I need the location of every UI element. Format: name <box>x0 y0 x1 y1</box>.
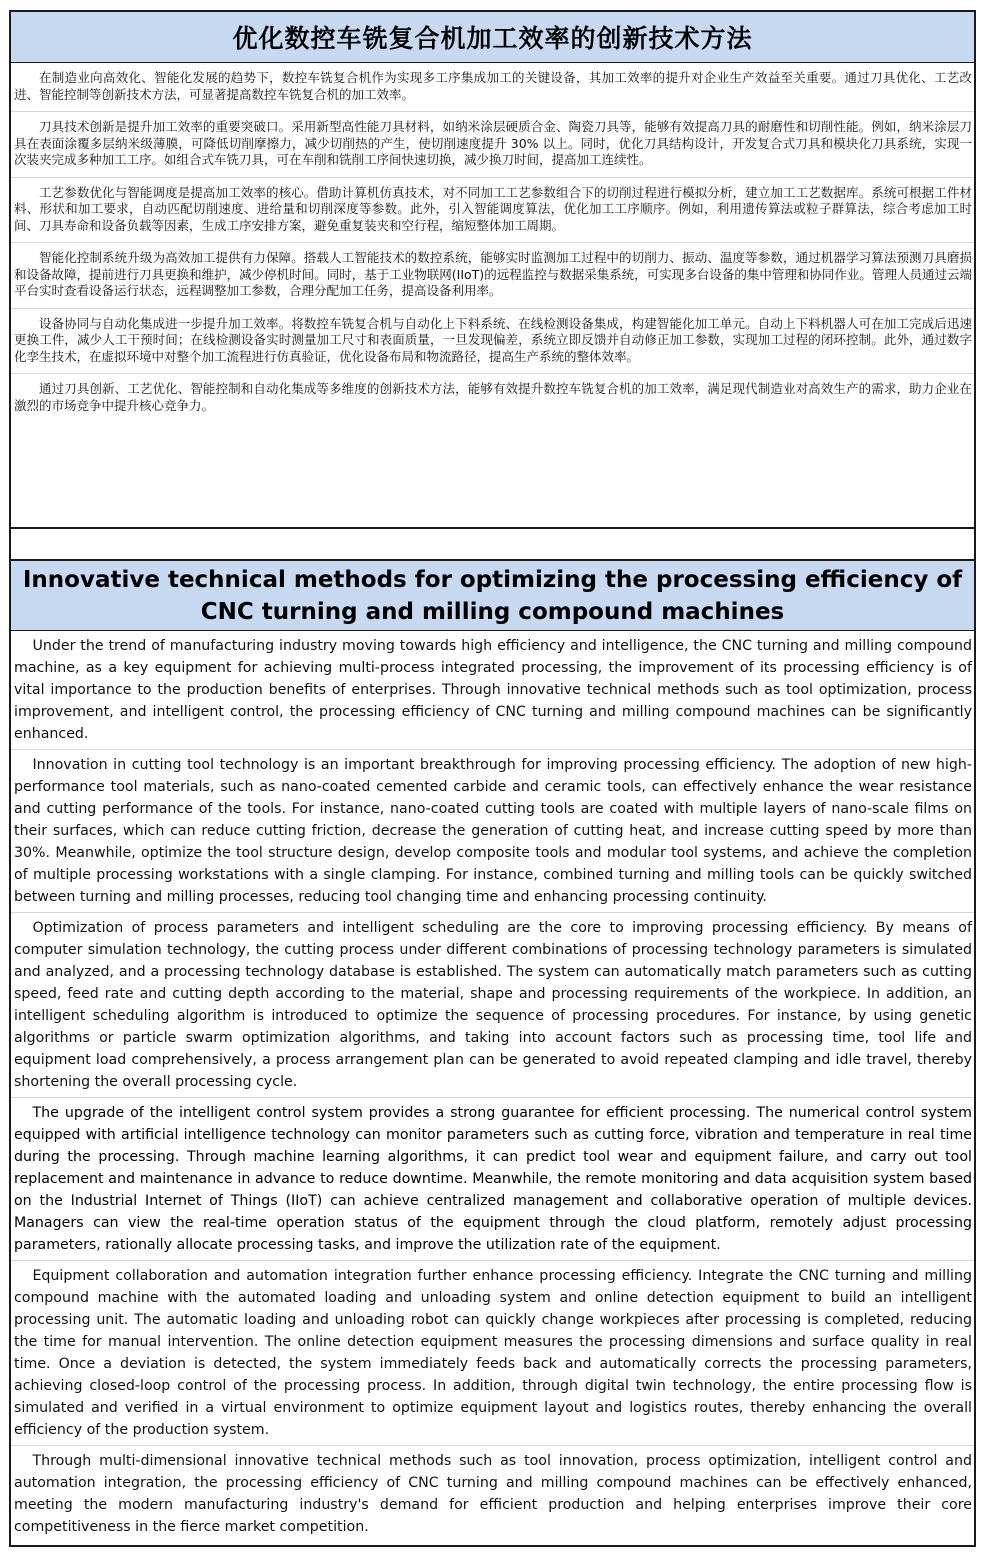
chinese-paragraph-3: 工艺参数优化与智能调度是提高加工效率的核心。借助计算机仿真技术，对不同加工工艺参数组合下的切削过程进行模拟分析，建立加工工艺数据库。系统可根据工件材料、形状和加工要求，自动匹配切削速度、进给量和切削深度等参数。此外，引入智能调度算法，优化加工工序顺序。例如，利用遗传算法或粒子群算法，综合考虑加工时间、刀具寿命和设备负载等因素，生成工序安排方案，避免重复装夹和空行程，缩短整体加工周期。 <box>11 178 974 244</box>
chinese-title: 优化数控车铣复合机加工效率的创新技术方法 <box>11 12 974 63</box>
chinese-section <box>9 10 976 529</box>
english-paragraph-1: Under the trend of manufacturing industry moving towards high efficiency and intelligence, the CNC turning and milling compound machine, as a key equipment for achieving multi-process integrated processing, the improvement of its processing efficiency is of vital importance to the production benefits of enterprises. Through innovative technical methods such as tool optimization, process improvement, and intelligent control, the processing efficiency of CNC turning and milling compound machines can be significantly enhanced. <box>11 631 974 750</box>
chinese-paragraph-6: 通过刀具创新、工艺优化、智能控制和自动化集成等多维度的创新技术方法，能够有效提升数控车铣复合机的加工效率，满足现代制造业对高效生产的需求，助力企业在激烈的市场竞争中提升核心竞争力。 <box>14 381 972 413</box>
english-paragraph-5: Equipment collaboration and automation integration further enhance processing efficiency. Integrate the CNC turning and milling compound machine with the automated loading and unloading system and online detection equipment to build an intelligent processing unit. The automatic loading and unloading robot can quickly change workpieces after processing is completed, reducing the time for manual intervention. The online detection equipment measures the processing dimensions and surface quality in real time. Once a deviation is detected, the system immediately feeds back and automatically corrects the processing parameters, achieving closed-loop control of the processing process. In addition, through digital twin technology, the entire processing flow is simulated and verified in a virtual environment to optimize equipment layout and logistics routes, thereby enhancing the overall efficiency of the production system. <box>11 1261 974 1446</box>
chinese-paragraph-1: 在制造业向高效化、智能化发展的趋势下，数控车铣复合机作为实现多工序集成加工的关键设备，其加工效率的提升对企业生产效益至关重要。通过刀具优化、工艺改进、智能控制等创新技术方法，可显著提高数控车铣复合机的加工效率。 <box>11 63 974 112</box>
english-section <box>9 559 976 1547</box>
chinese-paragraph-4: 智能化控制系统升级为高效加工提供有力保障。搭载人工智能技术的数控系统，能够实时监测加工过程中的切削力、振动、温度等参数，通过机器学习算法预测刀具磨损和设备故障，提前进行刀具更换和维护，减少停机时间。同时，基于工业物联网(IIoT)的远程监控与数据采集系统，可实现多台设备的集中管理和协同作业。管理人员通过云端平台实时查看设备运行状态，远程调整加工参数，合理分配加工任务，提高设备利用率。 <box>11 243 974 309</box>
english-paragraph-3: Optimization of process parameters and intelligent scheduling are the core to improving processing efficiency. By means of computer simulation technology, the cutting process under different combinations of processing technology parameters is simulated and analyzed, and a processing technology database is established. The system can automatically match parameters such as cutting speed, feed rate and cutting depth according to the material, shape and processing requirements of the workpiece. In addition, an intelligent scheduling algorithm is introduced to optimize the sequence of processing procedures. For instance, by using genetic algorithms or particle swarm optimization algorithms, and taking into account factors such as processing time, tool life and equipment load comprehensively, a process arrangement plan can be generated to avoid repeated clamping and idle travel, thereby shortening the overall processing cycle. <box>11 913 974 1098</box>
chinese-paragraph-2: 刀具技术创新是提升加工效率的重要突破口。采用新型高性能刀具材料，如纳米涂层硬质合金、陶瓷刀具等，能够有效提高刀具的耐磨性和切削性能。例如，纳米涂层刀具在表面涂覆多层纳米级薄膜，可降低切削摩擦力，减少切削热的产生，使切削速度提升 30% 以上。同时，优化刀具结构设计，开发复合式刀具和模块化刀具系统，实现一次装夹完成多种加工工序。如组合式车铣刀具，可在车削和铣削工序间快速切换，减少换刀时间，提高加工连续性。 <box>11 112 974 178</box>
english-title: Innovative technical methods for optimizing the processing efficiency of CNC turning and milling compound machines <box>11 561 974 631</box>
chinese-paragraph-5: 设备协同与自动化集成进一步提升加工效率。将数控车铣复合机与自动化上下料系统、在线检测设备集成，构建智能化加工单元。自动上下料机器人可在加工完成后迅速更换工件，减少人工干预时间；在线检测设备实时测量加工尺寸和表面质量，一旦发现偏差，系统立即反馈并自动修正加工参数，实现加工过程的闭环控制。此外，通过数字化孪生技术，在虚拟环境中对整个加工流程进行仿真验证，优化设备布局和物流路径，提高生产系统的整体效率。 <box>11 309 974 375</box>
english-paragraph-4: The upgrade of the intelligent control system provides a strong guarantee for efficient processing. The numerical control system equipped with artificial intelligence technology can monitor parameters such as cutting force, vibration and temperature in real time during the processing. Through machine learning algorithms, it can predict tool wear and equipment failure, and carry out tool replacement and maintenance in advance to reduce downtime. Meanwhile, the remote monitoring and data acquisition system based on the Industrial Internet of Things (IIoT) can achieve centralized management and collaborative operation of multiple devices. Managers can view the real-time operation status of the equipment through the cloud platform, remotely adjust processing parameters, rationally allocate processing tasks, and improve the utilization rate of the equipment. <box>11 1098 974 1261</box>
section-divider <box>9 527 976 561</box>
english-paragraph-6: Through multi-dimensional innovative technical methods such as tool innovation, process optimization, intelligent control and automation integration, the processing efficiency of CNC turning and milling compound machines can be effectively enhanced, meeting the modern manufacturing industry's demand for efficient production and helping enterprises improve their core competitiveness in the fierce market competition. <box>14 1453 972 1535</box>
english-paragraph-2: Innovation in cutting tool technology is an important breakthrough for improving processing efficiency. The adoption of new high-performance tool materials, such as nano-coated cemented carbide and ceramic tools, can effectively enhance the wear resistance and cutting performance of the tools. For instance, nano-coated cutting tools are coated with multiple layers of nano-scale films on their surfaces, which can reduce cutting friction, decrease the generation of cutting heat, and increase cutting speed by more than 30%. Meanwhile, optimize the tool structure design, develop composite tools and modular tool systems, and achieve the completion of multiple processing workstations with a single clamping. For instance, combined turning and milling tools can be quickly switched between turning and milling processes, reducing tool changing time and enhancing processing continuity. <box>11 750 974 913</box>
